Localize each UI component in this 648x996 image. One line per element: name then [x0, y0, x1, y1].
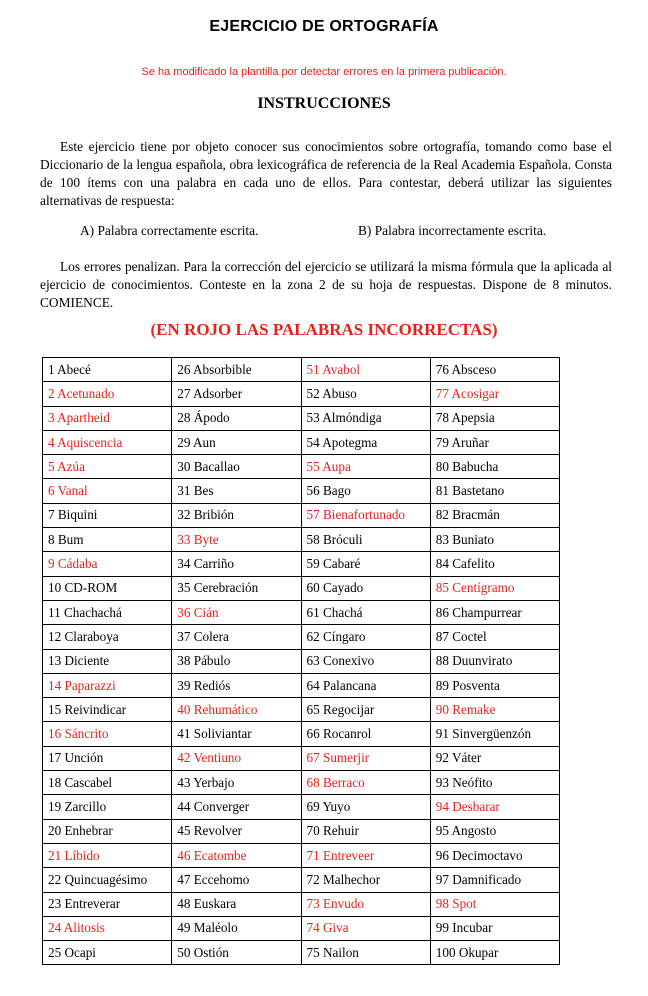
word-cell: 86 Champurrear [430, 600, 559, 624]
word-cell: 58 Bróculi [301, 528, 430, 552]
word-cell: 25 Ocapi [43, 941, 172, 965]
word-cell: 88 Duunvirato [430, 649, 559, 673]
word-cell: 15 Reivindicar [43, 698, 172, 722]
word-cell: 94 Desbarar [430, 795, 559, 819]
word-cell: 14 Paparazzi [43, 673, 172, 697]
word-cell: 47 Eccehomo [172, 868, 301, 892]
word-cell: 80 Babucha [430, 455, 559, 479]
word-cell: 13 Diciente [43, 649, 172, 673]
word-cell: 48 Euskara [172, 892, 301, 916]
word-cell: 41 Soliviantar [172, 722, 301, 746]
table-row [43, 552, 560, 576]
revision-notice: Se ha modificado la plantilla por detectar errores en la primera publicación. [141, 66, 507, 78]
table-row [43, 746, 560, 770]
word-cell: 82 Bracmán [430, 503, 559, 527]
word-cell: 91 Sinvergüenzón [430, 722, 559, 746]
word-cell: 99 Incubar [430, 916, 559, 940]
table-row [43, 479, 560, 503]
word-cell: 16 Sáncrito [43, 722, 172, 746]
table-row [43, 916, 560, 940]
word-cell: 18 Cascabel [43, 771, 172, 795]
word-cell: 53 Almóndiga [301, 406, 430, 430]
word-cell: 21 Líbido [43, 843, 172, 867]
answer-option-a: A) Palabra correctamente escrita. [80, 223, 259, 238]
word-cell: 10 CD-ROM [43, 576, 172, 600]
table-row [43, 722, 560, 746]
table-row [43, 819, 560, 843]
table-row [43, 771, 560, 795]
word-cell: 77 Acosigar [430, 382, 559, 406]
word-cell: 90 Remake [430, 698, 559, 722]
word-cell: 37 Colera [172, 625, 301, 649]
table-row [43, 528, 560, 552]
word-cell: 33 Byte [172, 528, 301, 552]
word-cell: 71 Entreveer [301, 843, 430, 867]
table-row [43, 430, 560, 454]
word-cell: 98 Spot [430, 892, 559, 916]
word-cell: 34 Carriño [172, 552, 301, 576]
word-cell: 70 Rehuir [301, 819, 430, 843]
word-cell: 67 Sumerjir [301, 746, 430, 770]
word-cell: 68 Berraco [301, 771, 430, 795]
word-cell: 100 Okupar [430, 941, 559, 965]
word-cell: 12 Claraboya [43, 625, 172, 649]
word-cell: 64 Palancana [301, 673, 430, 697]
word-table [42, 357, 560, 965]
word-cell: 22 Quincuagésimo [43, 868, 172, 892]
word-cell: 52 Abuso [301, 382, 430, 406]
table-row [43, 358, 560, 382]
word-cell: 31 Bes [172, 479, 301, 503]
word-cell: 40 Rehumático [172, 698, 301, 722]
word-cell: 19 Zarcillo [43, 795, 172, 819]
word-cell: 76 Absceso [430, 358, 559, 382]
word-cell: 43 Yerbajo [172, 771, 301, 795]
word-cell: 56 Bago [301, 479, 430, 503]
word-cell: 85 Centígramo [430, 576, 559, 600]
word-cell: 92 Váter [430, 746, 559, 770]
word-cell: 93 Neófito [430, 771, 559, 795]
word-cell: 63 Conexivo [301, 649, 430, 673]
word-cell: 28 Ápodo [172, 406, 301, 430]
word-cell: 51 Avabol [301, 358, 430, 382]
document-title: EJERCICIO DE ORTOGRAFÍA [209, 18, 439, 35]
table-row [43, 503, 560, 527]
word-cell: 36 Cián [172, 600, 301, 624]
table-row [43, 795, 560, 819]
word-cell: 44 Converger [172, 795, 301, 819]
word-cell: 62 Cíngaro [301, 625, 430, 649]
word-cell: 11 Chachachá [43, 600, 172, 624]
word-cell: 45 Revolver [172, 819, 301, 843]
word-cell: 89 Posventa [430, 673, 559, 697]
word-cell: 32 Bribión [172, 503, 301, 527]
table-row [43, 625, 560, 649]
table-row [43, 892, 560, 916]
instructions-paragraph-1: Este ejercicio tiene por objeto conocer sus conocimientos sobre ortografía, tomando como base el Diccionario de la lengua española, obra lexicográfica de referencia de la Real Academia Española. Consta de 100 ítems con una palabra en cada uno de ellos. Para contestar, deberá utilizar las siguientes alternativas de respuesta: [40, 139, 612, 208]
word-cell: 57 Bienafortunado [301, 503, 430, 527]
word-cell: 1 Abecé [43, 358, 172, 382]
answer-option-b: B) Palabra incorrectamente escrita. [358, 223, 547, 238]
word-cell: 17 Unción [43, 746, 172, 770]
word-cell: 20 Enhebrar [43, 819, 172, 843]
word-cell: 24 Alitosis [43, 916, 172, 940]
table-row [43, 941, 560, 965]
table-row [43, 600, 560, 624]
table-row [43, 698, 560, 722]
word-cell: 74 Giva [301, 916, 430, 940]
word-cell: 49 Maléolo [172, 916, 301, 940]
word-cell: 42 Ventiuno [172, 746, 301, 770]
word-cell: 26 Absorbible [172, 358, 301, 382]
word-cell: 84 Cafelito [430, 552, 559, 576]
word-cell: 83 Buniato [430, 528, 559, 552]
word-cell: 61 Chachá [301, 600, 430, 624]
word-cell: 30 Bacallao [172, 455, 301, 479]
word-cell: 8 Bum [43, 528, 172, 552]
word-cell: 65 Regocijar [301, 698, 430, 722]
word-cell: 81 Bastetano [430, 479, 559, 503]
word-cell: 60 Cayado [301, 576, 430, 600]
word-cell: 38 Pábulo [172, 649, 301, 673]
instructions-heading: INSTRUCCIONES [257, 95, 391, 112]
instructions-paragraph-2: Los errores penalizan. Para la corrección del ejercicio se utilizará la misma fórmula que la aplicada al ejercicio de conocimientos. Conteste en la zona 2 de su hoja de respuestas. Dispone de 8 minutos. COMIENCE. [40, 259, 612, 310]
word-cell: 50 Ostión [172, 941, 301, 965]
word-cell: 55 Aupa [301, 455, 430, 479]
word-cell: 95 Angosto [430, 819, 559, 843]
word-cell: 27 Adsorber [172, 382, 301, 406]
word-cell: 46 Ecatombe [172, 843, 301, 867]
table-row [43, 843, 560, 867]
word-cell: 79 Aruñar [430, 430, 559, 454]
word-cell: 2 Acetunado [43, 382, 172, 406]
word-cell: 7 Biquini [43, 503, 172, 527]
word-cell: 96 Decimoctavo [430, 843, 559, 867]
table-row [43, 382, 560, 406]
table-row [43, 868, 560, 892]
table-heading: (EN ROJO LAS PALABRAS INCORRECTAS) [150, 320, 498, 339]
word-cell: 35 Cerebración [172, 576, 301, 600]
word-cell: 66 Rocanrol [301, 722, 430, 746]
table-row [43, 406, 560, 430]
word-cell: 87 Coctel [430, 625, 559, 649]
word-cell: 69 Yuyo [301, 795, 430, 819]
word-cell: 97 Damnificado [430, 868, 559, 892]
table-row [43, 455, 560, 479]
word-cell: 3 Apartheid [43, 406, 172, 430]
word-cell: 6 Vanal [43, 479, 172, 503]
word-cell: 9 Cádaba [43, 552, 172, 576]
word-cell: 78 Apepsia [430, 406, 559, 430]
word-cell: 4 Aquiscencia [43, 430, 172, 454]
table-row [43, 673, 560, 697]
word-cell: 54 Apotegma [301, 430, 430, 454]
table-row [43, 649, 560, 673]
word-cell: 39 Rediós [172, 673, 301, 697]
word-cell: 5 Azúa [43, 455, 172, 479]
word-cell: 72 Malhechor [301, 868, 430, 892]
word-cell: 73 Envudo [301, 892, 430, 916]
word-cell: 29 Aun [172, 430, 301, 454]
table-row [43, 576, 560, 600]
word-cell: 23 Entreverar [43, 892, 172, 916]
word-cell: 59 Cabaré [301, 552, 430, 576]
word-cell: 75 Nailon [301, 941, 430, 965]
